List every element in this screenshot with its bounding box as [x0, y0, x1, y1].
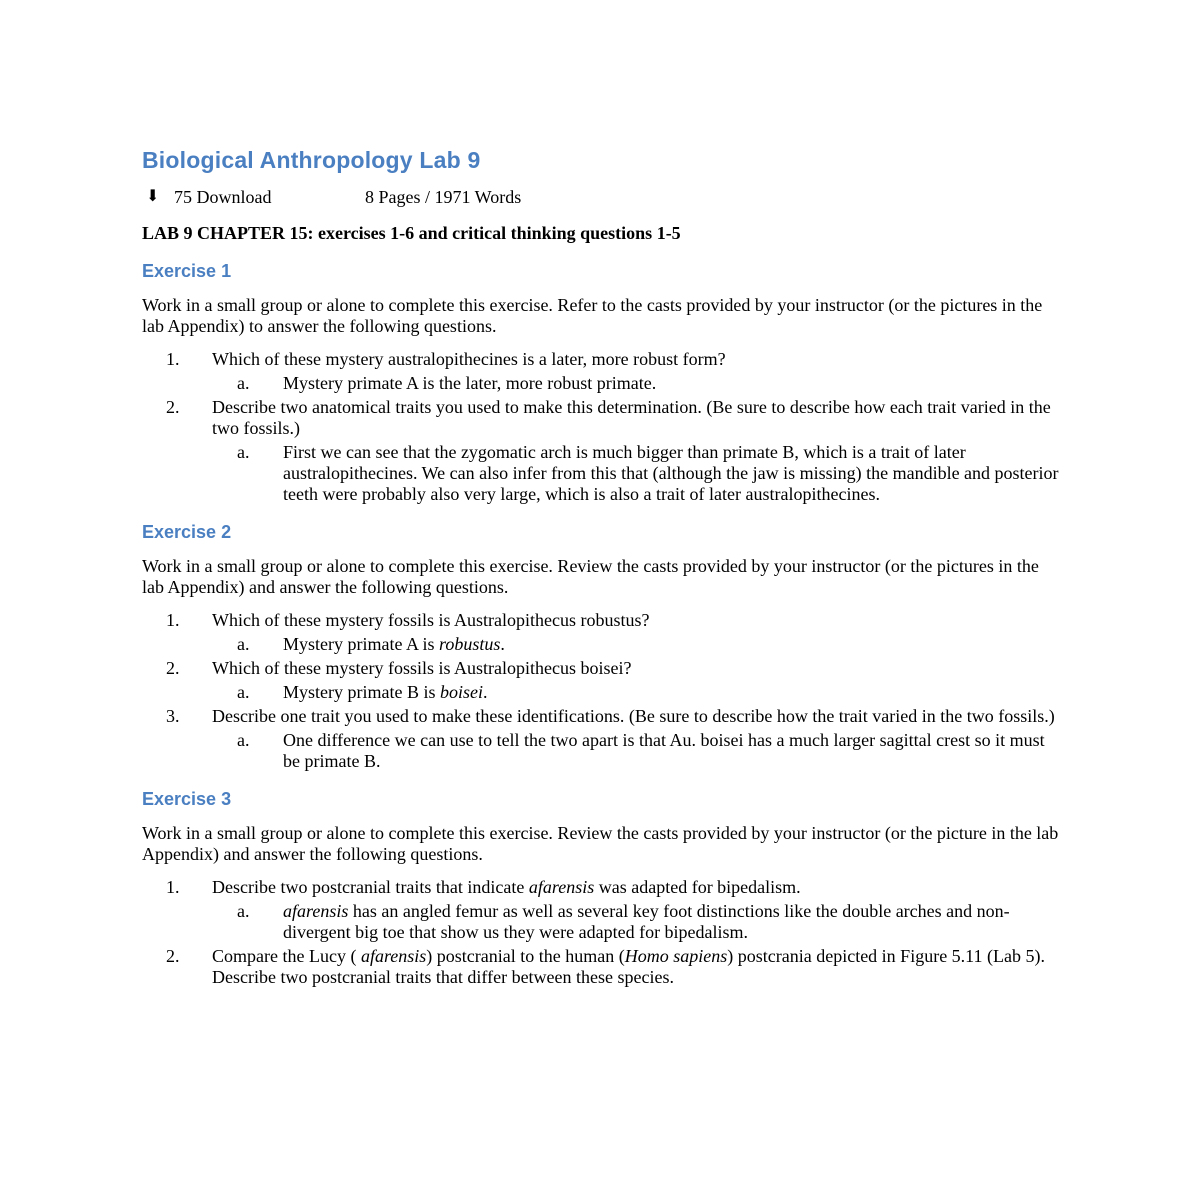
question-item	[142, 877, 1062, 898]
exercise-1	[142, 260, 1062, 505]
species-name: robustus	[439, 634, 501, 654]
answer-text-prefix: Mystery primate A is	[283, 634, 439, 654]
question-list	[142, 349, 1062, 505]
download-count: 75 Download	[174, 187, 272, 207]
lab-subtitle: LAB 9 CHAPTER 15: exercises 1-6 and critical thinking questions 1-5	[142, 223, 681, 243]
question-item	[142, 706, 1062, 727]
answer-text: has an angled femur as well as several key foot distinctions like the double arches and non-divergent big toe that show us they were adapted for bipedalism.	[283, 901, 1010, 942]
question-number: 1.	[166, 349, 180, 369]
question-list	[142, 877, 1062, 988]
answer-item	[142, 373, 1062, 394]
question-number: 2.	[166, 658, 180, 678]
question-text	[212, 946, 1062, 988]
question-item	[142, 349, 1062, 370]
document-title: Biological Anthropology Lab 9	[142, 147, 481, 173]
document-meta	[142, 186, 1062, 208]
exercise-intro: Work in a small group or alone to complete this exercise. Review the casts provided by your instructor (or the pictures in the lab Appendix) and answer the following questions.	[142, 556, 1039, 597]
species-name: afarensis	[528, 877, 595, 897]
answer-text: First we can see that the zygomatic arch is much bigger than primate B, which is a trait of later australopithecines. We can also infer from this that (although the jaw is missing) the mandible and posterior teeth were probably also very large, which is also a trait of later australopithecines.	[283, 442, 1059, 504]
exercise-3	[142, 788, 1062, 988]
exercise-intro: Work in a small group or alone to complete this exercise. Refer to the casts provided by your instructor (or the pictures in the lab Appendix) to answer the following questions.	[142, 295, 1043, 336]
answer-item	[142, 901, 1062, 943]
question-text-part: ) postcrania depicted in Figure 5.11 (Lab 5). Describe two postcranial traits that differ between these species.	[212, 946, 1045, 987]
answer-letter: a.	[237, 634, 250, 654]
answer-item	[142, 730, 1062, 772]
species-name: afarensis	[283, 901, 349, 921]
answer-text-suffix: .	[482, 682, 488, 702]
answer-item	[142, 442, 1062, 505]
answer-text-prefix: Mystery primate B is	[283, 682, 440, 702]
answer-letter: a.	[237, 730, 250, 750]
question-list	[142, 610, 1062, 772]
question-text: Describe two anatomical traits you used to make this determination. (Be sure to describe how each trait varied in the two fossils.)	[212, 397, 1051, 438]
answer-letter: a.	[237, 373, 250, 393]
question-text: Which of these mystery australopithecines is a later, more robust form?	[212, 349, 726, 369]
document-page	[142, 146, 1062, 988]
question-item	[142, 397, 1062, 439]
answer-letter: a.	[237, 682, 250, 702]
question-number: 2.	[166, 397, 180, 417]
answer-item	[142, 634, 1062, 655]
question-item	[142, 946, 1062, 988]
question-text-prefix: Describe two postcranial traits that indicate	[212, 877, 529, 897]
question-text	[212, 877, 1062, 898]
question-item	[142, 658, 1062, 679]
answer-letter: a.	[237, 442, 250, 462]
answer-text: Mystery primate A is the later, more robust primate.	[283, 373, 657, 393]
answer-text-suffix: .	[500, 634, 505, 654]
answer-text: One difference we can use to tell the two apart is that Au. boisei has a much larger sagittal crest so it must be primate B.	[283, 730, 1045, 771]
exercise-heading: Exercise 2	[142, 522, 232, 542]
question-number: 1.	[166, 877, 180, 897]
exercise-2	[142, 521, 1062, 772]
question-text-suffix: was adapted for bipedalism.	[594, 877, 801, 897]
download-icon[interactable]: ⬇	[146, 188, 160, 205]
answer-letter: a.	[237, 901, 250, 921]
exercise-intro: Work in a small group or alone to complete this exercise. Review the casts provided by your instructor (or the picture in the lab Appendix) and answer the following questions.	[142, 823, 1059, 864]
species-name: afarensis	[360, 946, 427, 966]
question-text: Describe one trait you used to make these identifications. (Be sure to describe how the trait varied in the two fossils.)	[212, 706, 1055, 726]
answer-item	[142, 682, 1062, 703]
exercise-heading: Exercise 3	[142, 789, 232, 809]
pages-words-count: 8 Pages / 1971 Words	[365, 187, 522, 207]
question-text: Which of these mystery fossils is Australopithecus boisei?	[212, 658, 632, 678]
question-number: 1.	[166, 610, 180, 630]
question-text: Which of these mystery fossils is Australopithecus robustus?	[212, 610, 650, 630]
question-number: 2.	[166, 946, 180, 966]
species-name: boisei	[439, 682, 483, 702]
question-text-part: ) postcranial to the human (	[426, 946, 625, 966]
question-item	[142, 610, 1062, 631]
question-number: 3.	[166, 706, 180, 726]
question-text-part: Compare the Lucy (	[212, 946, 361, 966]
exercise-heading: Exercise 1	[142, 261, 232, 281]
species-name: Homo sapiens	[624, 946, 728, 966]
